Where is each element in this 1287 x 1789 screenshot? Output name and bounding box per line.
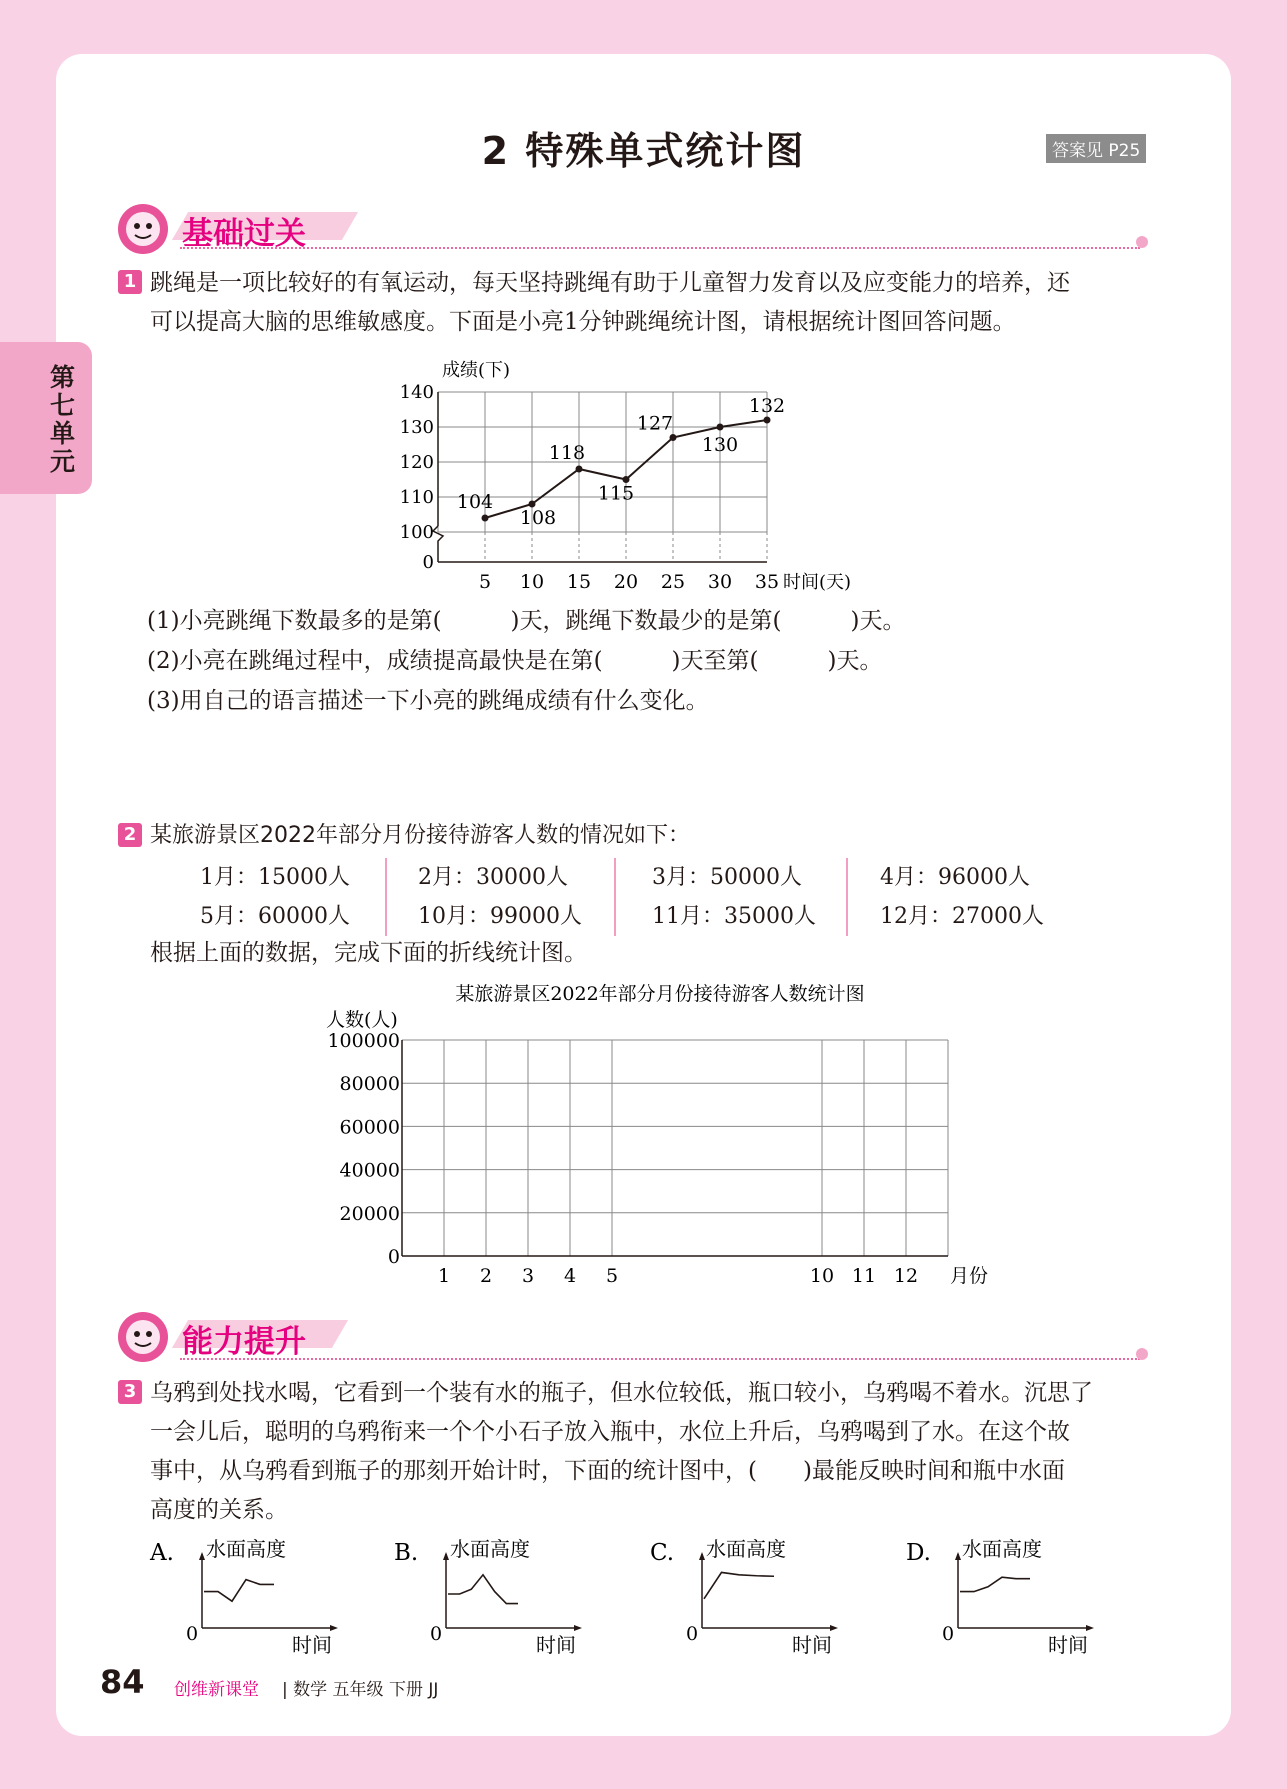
data-point bbox=[576, 466, 583, 473]
arrow-icon bbox=[1086, 1625, 1094, 1631]
y-tick-label: 100 bbox=[399, 522, 434, 543]
data-point bbox=[482, 515, 489, 522]
data-point bbox=[717, 424, 724, 431]
x-axis-label: 时间 bbox=[292, 1633, 332, 1657]
y-tick-label: 80000 bbox=[339, 1073, 400, 1096]
y-axis-label: 人数(人) bbox=[326, 1009, 398, 1031]
data-cell: 5月：60000人 bbox=[200, 904, 350, 929]
chart-title: 某旅游景区2022年部分月份接待游客人数统计图 bbox=[455, 983, 865, 1005]
option-letter: D. bbox=[906, 1540, 931, 1566]
data-cell: 10月：99000人 bbox=[418, 904, 582, 929]
x-tick-label: 4 bbox=[563, 1265, 577, 1287]
data-label: 127 bbox=[636, 412, 674, 435]
question-text: 某旅游景区2022年部分月份接待游客人数的情况如下： bbox=[150, 823, 690, 848]
x-axis-label: 月份 bbox=[950, 1265, 989, 1287]
y-tick-label: 110 bbox=[399, 487, 434, 508]
option-c-chart[interactable] bbox=[650, 1532, 870, 1657]
y-axis-label: 水面高度 bbox=[206, 1537, 286, 1561]
x-tick-label: 3 bbox=[521, 1265, 535, 1287]
origin-label: 0 bbox=[686, 1623, 699, 1645]
data-label: 108 bbox=[519, 507, 557, 529]
x-axis-label: 时间 bbox=[792, 1633, 832, 1657]
question-text: 事中，从乌鸦看到瓶子的那刻开始计时，下面的统计图中，( )最能反映时间和瓶中水面 bbox=[150, 1458, 1065, 1484]
option-letter: A. bbox=[150, 1540, 174, 1566]
question-instruction: 根据上面的数据，完成下面的折线统计图。 bbox=[150, 940, 587, 966]
y-tick-label: 40000 bbox=[339, 1159, 400, 1182]
origin-label: 0 bbox=[430, 1623, 443, 1645]
section-basic-title: 基础过关 bbox=[182, 216, 306, 252]
arrow-icon bbox=[574, 1625, 582, 1631]
data-point bbox=[764, 417, 771, 424]
mascot-icon bbox=[118, 204, 168, 254]
divider-dot-icon bbox=[1136, 1348, 1148, 1360]
option-letter: B. bbox=[394, 1540, 419, 1566]
question-text: 跳绳是一项比较好的有氧运动，每天坚持跳绳有助于儿童智力发育以及应变能力的培养，还 bbox=[150, 270, 1070, 296]
sub-question: (3)用自己的语言描述一下小亮的跳绳成绩有什么变化。 bbox=[147, 688, 709, 714]
y-tick-label: 0 bbox=[387, 1246, 400, 1268]
y-axis-label: 水面高度 bbox=[962, 1537, 1042, 1561]
data-cell: 12月：27000人 bbox=[880, 904, 1044, 929]
column-separator bbox=[385, 858, 387, 898]
arrow-icon bbox=[955, 1552, 961, 1560]
option-line bbox=[960, 1577, 1030, 1591]
y-tick-label: 0 bbox=[422, 552, 434, 573]
column-separator bbox=[614, 858, 616, 898]
column-separator bbox=[614, 896, 616, 936]
footer-info: | 数学 五年级 下册 JJ bbox=[282, 1680, 439, 1700]
question-number: 2 bbox=[118, 823, 142, 847]
y-tick-label: 20000 bbox=[339, 1202, 400, 1225]
answer-reference: 答案见 P25 bbox=[1046, 134, 1146, 163]
unit-side-tab bbox=[0, 342, 92, 494]
data-point bbox=[670, 434, 677, 441]
option-line bbox=[204, 1580, 274, 1602]
divider-dot-icon bbox=[1136, 236, 1148, 248]
sub-question: (1)小亮跳绳下数最多的是第( )天，跳绳下数最少的是第( )天。 bbox=[147, 608, 906, 634]
column-separator bbox=[846, 858, 848, 898]
data-cell: 2月：30000人 bbox=[418, 865, 568, 890]
x-tick-label: 5 bbox=[478, 571, 492, 593]
y-tick-label: 120 bbox=[399, 452, 434, 473]
x-tick-label: 1 bbox=[437, 1265, 451, 1287]
x-tick-label: 11 bbox=[851, 1265, 877, 1287]
x-axis-label: 时间 bbox=[536, 1633, 576, 1657]
arrow-icon bbox=[330, 1625, 338, 1631]
option-line bbox=[704, 1572, 774, 1598]
column-separator bbox=[846, 896, 848, 936]
data-cell: 4月：96000人 bbox=[880, 865, 1030, 890]
data-label: 118 bbox=[548, 442, 586, 464]
mascot-icon bbox=[118, 1312, 168, 1362]
unit-side-tab-label: 第七单元 bbox=[50, 363, 76, 476]
origin-label: 0 bbox=[942, 1623, 955, 1645]
question-number: 1 bbox=[118, 270, 142, 294]
option-letter: C. bbox=[650, 1540, 675, 1566]
page-number: 84 bbox=[100, 1663, 145, 1701]
x-tick-label: 10 bbox=[809, 1265, 835, 1287]
data-label: 104 bbox=[456, 491, 494, 513]
data-label: 132 bbox=[748, 395, 786, 417]
question-text: 乌鸦到处找水喝，它看到一个装有水的瓶子，但水位较低，瓶口较小，乌鸦喝不着水。沉思了 bbox=[150, 1380, 1093, 1406]
section-divider bbox=[180, 247, 1140, 249]
arrow-icon bbox=[443, 1552, 449, 1560]
y-tick-label: 140 bbox=[399, 382, 434, 403]
tourist-line-chart-blank bbox=[320, 976, 1000, 1296]
jump-rope-line-chart bbox=[399, 354, 880, 594]
x-tick-label: 20 bbox=[613, 571, 639, 593]
x-tick-label: 5 bbox=[605, 1265, 619, 1287]
data-cell: 11月：35000人 bbox=[652, 904, 816, 929]
question-text: 可以提高大脑的思维敏感度。下面是小亮1分钟跳绳统计图，请根据统计图回答问题。 bbox=[150, 309, 1016, 335]
y-tick-label: 130 bbox=[399, 417, 434, 438]
section-advanced-title: 能力提升 bbox=[182, 1324, 306, 1360]
page-title: 2 特殊单式统计图 bbox=[481, 129, 806, 173]
y-axis-label: 水面高度 bbox=[706, 1537, 786, 1561]
arrow-icon bbox=[699, 1552, 705, 1560]
x-tick-label: 35 bbox=[754, 571, 780, 593]
option-d-chart[interactable] bbox=[906, 1532, 1126, 1657]
x-axis-label: 时间 bbox=[1048, 1633, 1088, 1657]
data-label: 130 bbox=[701, 434, 739, 456]
y-axis-label: 水面高度 bbox=[450, 1537, 530, 1561]
arrow-icon bbox=[830, 1625, 838, 1631]
x-tick-label: 12 bbox=[893, 1265, 919, 1287]
question-text: 一会儿后，聪明的乌鸦衔来一个个小石子放入瓶中，水位上升后，乌鸦喝到了水。在这个故 bbox=[150, 1419, 1070, 1445]
option-a-chart[interactable] bbox=[150, 1532, 370, 1657]
x-tick-label: 30 bbox=[707, 571, 733, 593]
data-cell: 1月：15000人 bbox=[200, 865, 350, 890]
y-tick-label: 60000 bbox=[339, 1116, 400, 1139]
x-tick-label: 2 bbox=[479, 1265, 493, 1287]
data-cell: 3月：50000人 bbox=[652, 865, 802, 890]
x-tick-label: 10 bbox=[519, 571, 545, 593]
column-separator bbox=[385, 896, 387, 936]
option-line bbox=[448, 1575, 518, 1604]
x-tick-label: 25 bbox=[660, 571, 686, 593]
section-divider bbox=[180, 1358, 1140, 1360]
question-number: 3 bbox=[118, 1380, 142, 1404]
y-axis-label: 成绩(下) bbox=[442, 360, 511, 381]
sub-question: (2)小亮在跳绳过程中，成绩提高最快是在第( )天至第( )天。 bbox=[147, 648, 883, 674]
option-b-chart[interactable] bbox=[394, 1532, 614, 1657]
y-tick-label: 100000 bbox=[327, 1030, 400, 1052]
x-axis-label: 时间(天) bbox=[783, 572, 852, 593]
arrow-icon bbox=[199, 1552, 205, 1560]
x-tick-label: 15 bbox=[566, 571, 592, 593]
data-label: 115 bbox=[597, 482, 635, 505]
origin-label: 0 bbox=[186, 1623, 199, 1645]
footer-brand: 创维新课堂 bbox=[174, 1680, 259, 1700]
question-text: 高度的关系。 bbox=[150, 1497, 288, 1523]
